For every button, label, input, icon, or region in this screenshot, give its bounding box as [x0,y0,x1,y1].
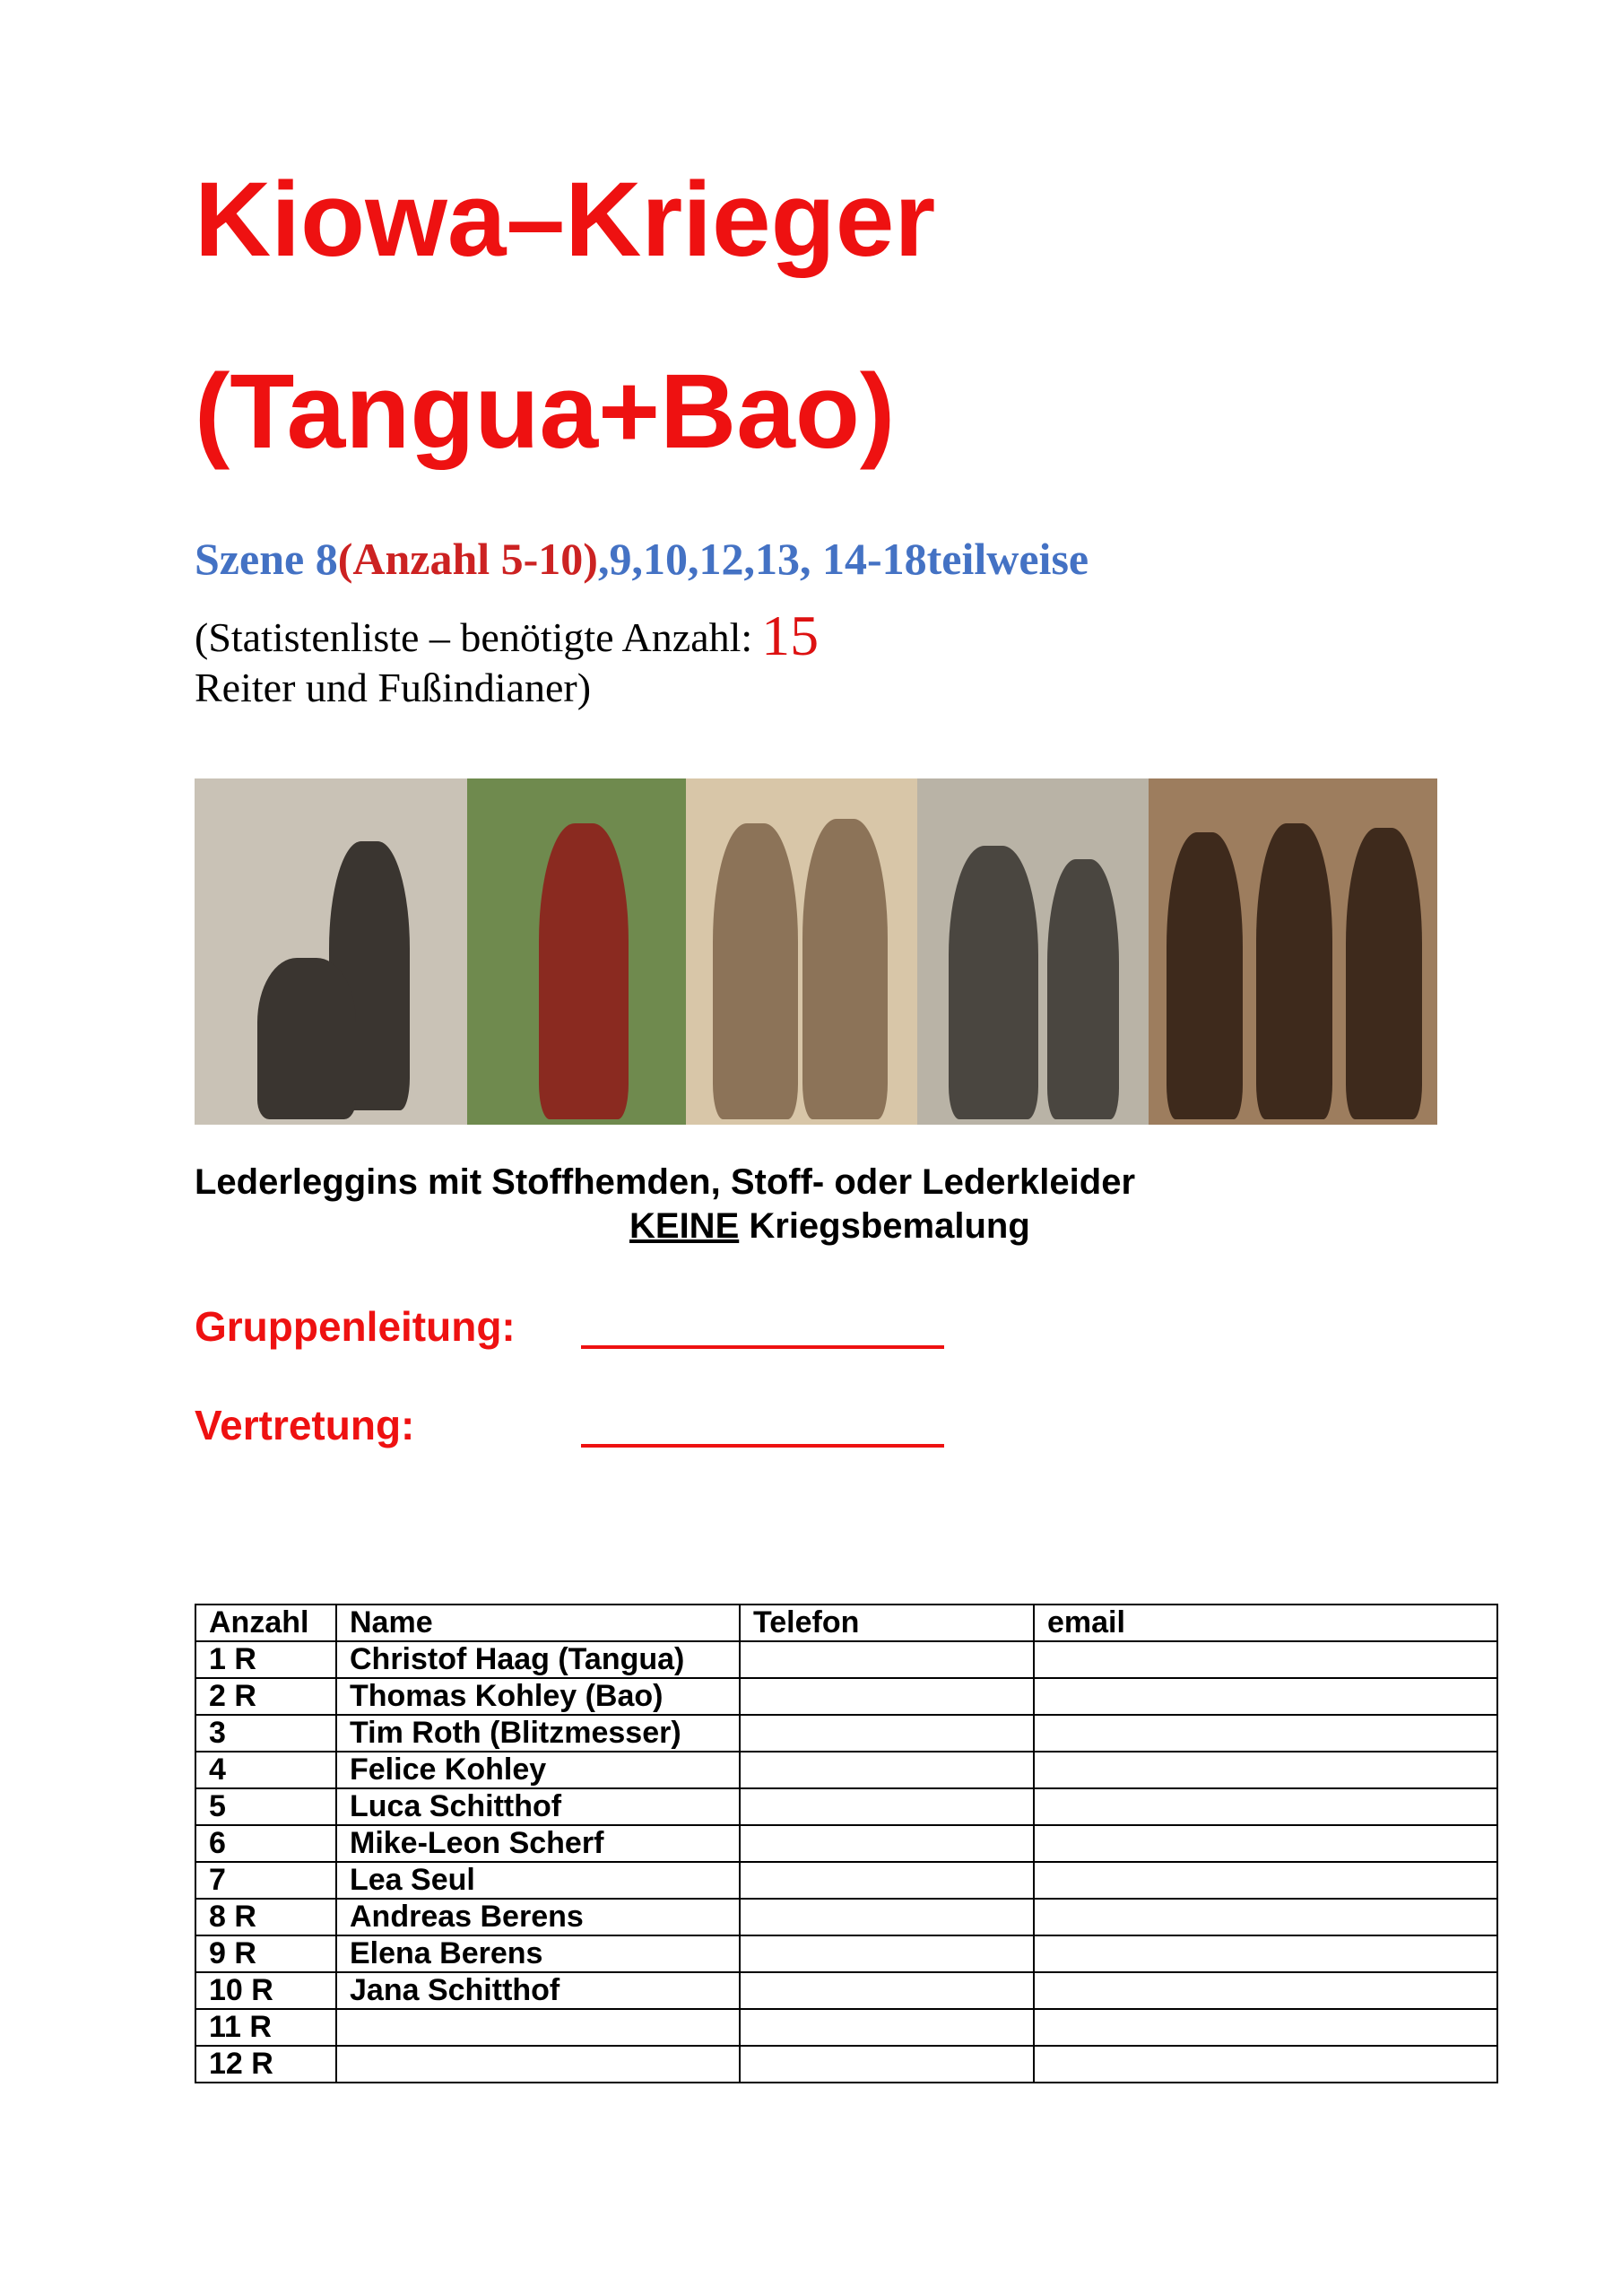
table-row [195,1752,1497,1788]
cell-email[interactable] [1034,1935,1497,1972]
table-row [195,1678,1497,1715]
photo-two-women-outdoor [917,778,1149,1125]
costume-line2 [629,1206,1030,1247]
table-row [195,1715,1497,1752]
table-row [195,2046,1497,2083]
cell-email[interactable] [1034,1641,1497,1678]
cell-telefon[interactable] [740,1899,1034,1935]
vertretung-line [581,1444,944,1448]
cell-anzahl: 8 R [195,1899,336,1935]
cell-email[interactable] [1034,1678,1497,1715]
cell-telefon[interactable] [740,1678,1034,1715]
photo-woman-color-costume [467,778,686,1125]
photo-strip [195,778,1437,1125]
cell-email[interactable] [1034,2009,1497,2046]
cell-name: Christof Haag (Tangua) [336,1641,740,1678]
cell-telefon[interactable] [740,1715,1034,1752]
costume-rest: Kriegsbemalung [739,1206,1030,1246]
costume-line1: Lederleggins mit Stoffhemden, Stoff- oder Lederkleider [195,1162,1136,1202]
statisten-label: (Statistenliste – benötigte Anzahl: [195,614,753,660]
cell-name: Elena Berens [336,1935,740,1972]
gruppenleitung-line [581,1345,944,1349]
cell-name: Jana Schitthof [336,1972,740,2009]
cell-email[interactable] [1034,1899,1497,1935]
cell-telefon[interactable] [740,1641,1034,1678]
statisten-line2: Reiter und Fußindianer) [195,665,592,710]
cell-anzahl: 4 [195,1752,336,1788]
cell-name: Andreas Berens [336,1899,740,1935]
header-name: Name [336,1605,740,1641]
statisten-count: 15 [761,604,820,667]
header-email: email [1034,1605,1497,1641]
table-row [195,1862,1497,1899]
cell-email[interactable] [1034,1788,1497,1825]
cell-telefon[interactable] [740,1825,1034,1862]
page-title: Kiowa–Krieger [195,161,936,279]
page-subtitle: (Tangua+Bao) [195,352,896,471]
scene-prefix: Szene 8 [195,534,338,584]
cell-email[interactable] [1034,1972,1497,2009]
roster-table [195,1604,1498,2083]
photo-women-seated-standing [195,778,467,1125]
cell-anzahl: 2 R [195,1678,336,1715]
cell-anzahl: 11 R [195,2009,336,2046]
cell-name: Felice Kohley [336,1752,740,1788]
cell-telefon[interactable] [740,1862,1034,1899]
cell-name: Mike-Leon Scherf [336,1825,740,1862]
table-header-row [195,1605,1497,1641]
cell-anzahl: 9 R [195,1935,336,1972]
keine-emphasis: KEINE [629,1206,740,1246]
gruppenleitung-label: Gruppenleitung: [195,1303,516,1350]
cell-name: Lea Seul [336,1862,740,1899]
table-row [195,2009,1497,2046]
scene-anzahl: (Anzahl 5-10) [337,534,598,584]
roster-body [195,1641,1497,2083]
cell-anzahl: 7 [195,1862,336,1899]
cell-telefon[interactable] [740,1935,1034,1972]
photo-three-warriors [1149,778,1437,1125]
vertretung-label: Vertretung: [195,1402,415,1448]
cell-anzahl: 1 R [195,1641,336,1678]
table-row [195,1935,1497,1972]
cell-telefon[interactable] [740,1788,1034,1825]
statisten-line [195,603,819,669]
scene-rest: ,9,10,12,13, 14-18teilweise [597,534,1089,584]
cell-anzahl: 10 R [195,1972,336,2009]
table-row [195,1972,1497,2009]
cell-anzahl: 12 R [195,2046,336,2083]
cell-anzahl: 6 [195,1825,336,1862]
photo-two-women-sepia [686,778,917,1125]
cell-email[interactable] [1034,1862,1497,1899]
cell-telefon[interactable] [740,1972,1034,2009]
table-row [195,1825,1497,1862]
cell-email[interactable] [1034,2046,1497,2083]
header-anzahl: Anzahl [195,1605,336,1641]
cell-name [336,2046,740,2083]
cell-telefon[interactable] [740,2009,1034,2046]
cell-anzahl: 3 [195,1715,336,1752]
header-telefon: Telefon [740,1605,1034,1641]
cell-email[interactable] [1034,1825,1497,1862]
cell-name [336,2009,740,2046]
cell-email[interactable] [1034,1715,1497,1752]
cell-email[interactable] [1034,1752,1497,1788]
table-row [195,1788,1497,1825]
cell-name: Thomas Kohley (Bao) [336,1678,740,1715]
cell-telefon[interactable] [740,2046,1034,2083]
cell-telefon[interactable] [740,1752,1034,1788]
scene-info [195,533,1089,585]
table-row [195,1899,1497,1935]
cell-anzahl: 5 [195,1788,336,1825]
table-row [195,1641,1497,1678]
cell-name: Luca Schitthof [336,1788,740,1825]
cell-name: Tim Roth (Blitzmesser) [336,1715,740,1752]
